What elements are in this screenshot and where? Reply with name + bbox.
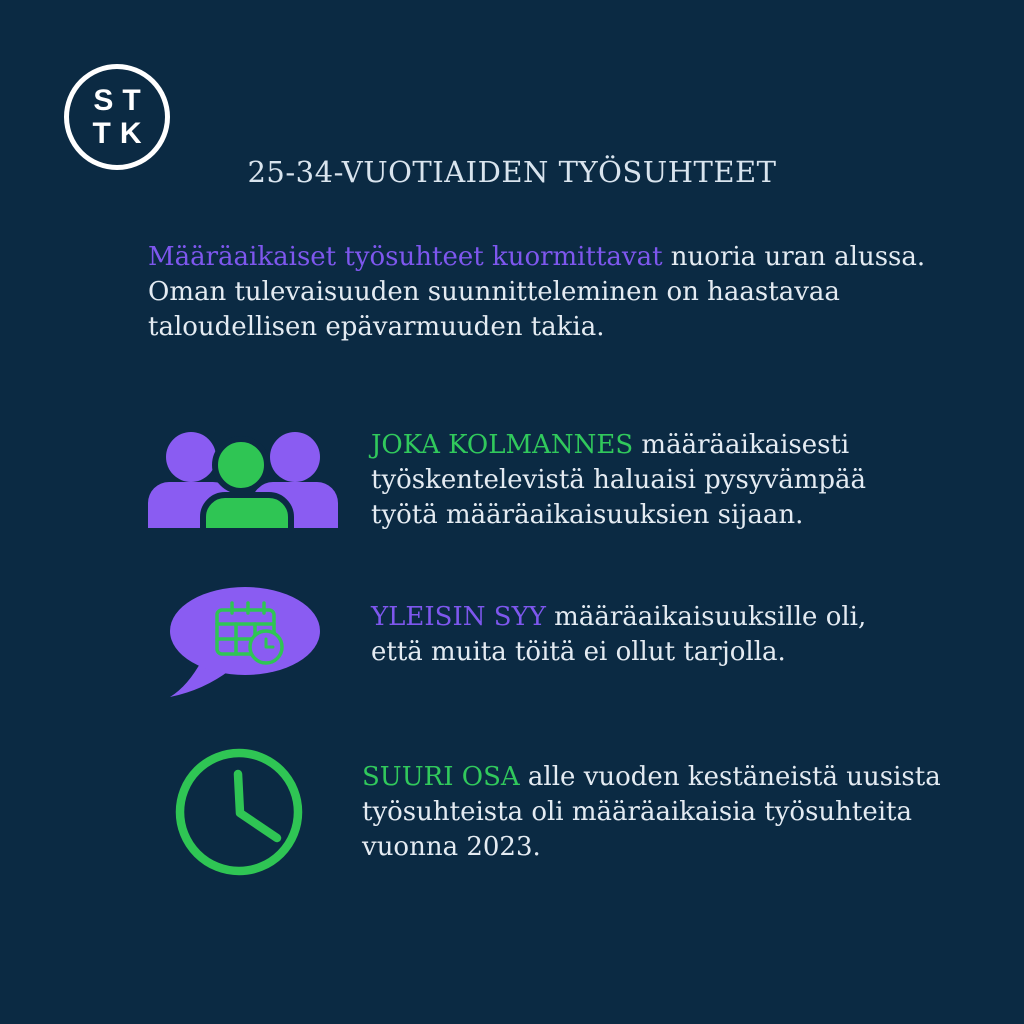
intro-line-1-rest: nuoria uran alussa. (662, 242, 926, 272)
page-title: 25-34-VUOTIAIDEN TYÖSUHTEET (247, 155, 777, 189)
fact-3-line-1 (362, 760, 941, 795)
fact-1-line-2: työskentelevistä haluaisi pysyvämpää (371, 465, 867, 495)
fact-1-line-3: työtä määräaikaisuuksien sijaan. (371, 500, 804, 530)
fact-2-line-2: että muita töitä ei ollut tarjolla. (371, 637, 786, 667)
fact-1-highlight: JOKA KOLMANNES (371, 430, 634, 460)
intro-line-1 (148, 240, 925, 275)
fact-3-text (362, 760, 941, 865)
fact-3-highlight: SUURI OSA (362, 762, 520, 792)
speech-bubble-calendar-icon (164, 586, 336, 708)
fact-2-line-1 (371, 600, 866, 635)
fact-3-line-1-rest: alle vuoden kestäneistä uusista (519, 762, 941, 792)
intro-text (148, 240, 925, 345)
fact-2-text (371, 600, 866, 670)
fact-1-line-1-rest: määräaikaisesti (633, 430, 850, 460)
sttk-logo-line2: TK (92, 117, 151, 150)
intro-line-2: Oman tulevaisuuden suunnitteleminen on haastavaa (148, 277, 840, 307)
people-group-icon (148, 430, 338, 528)
fact-1-line-1 (371, 428, 866, 463)
fact-3-line-3: vuonna 2023. (362, 832, 541, 862)
fact-2-highlight: YLEISIN SYY (371, 602, 546, 632)
fact-1-text (371, 428, 866, 533)
intro-highlight: Määräaikaiset työsuhteet kuormittavat (148, 242, 663, 272)
fact-2-line-1-rest: määräaikaisuuksille oli, (545, 602, 867, 632)
sttk-logo-line1: ST (93, 84, 150, 117)
intro-line-3: taloudellisen epävarmuuden takia. (148, 312, 605, 342)
clock-icon (172, 742, 308, 882)
fact-3-line-2: työsuhteista oli määräaikaisia työsuhteita (362, 797, 912, 827)
